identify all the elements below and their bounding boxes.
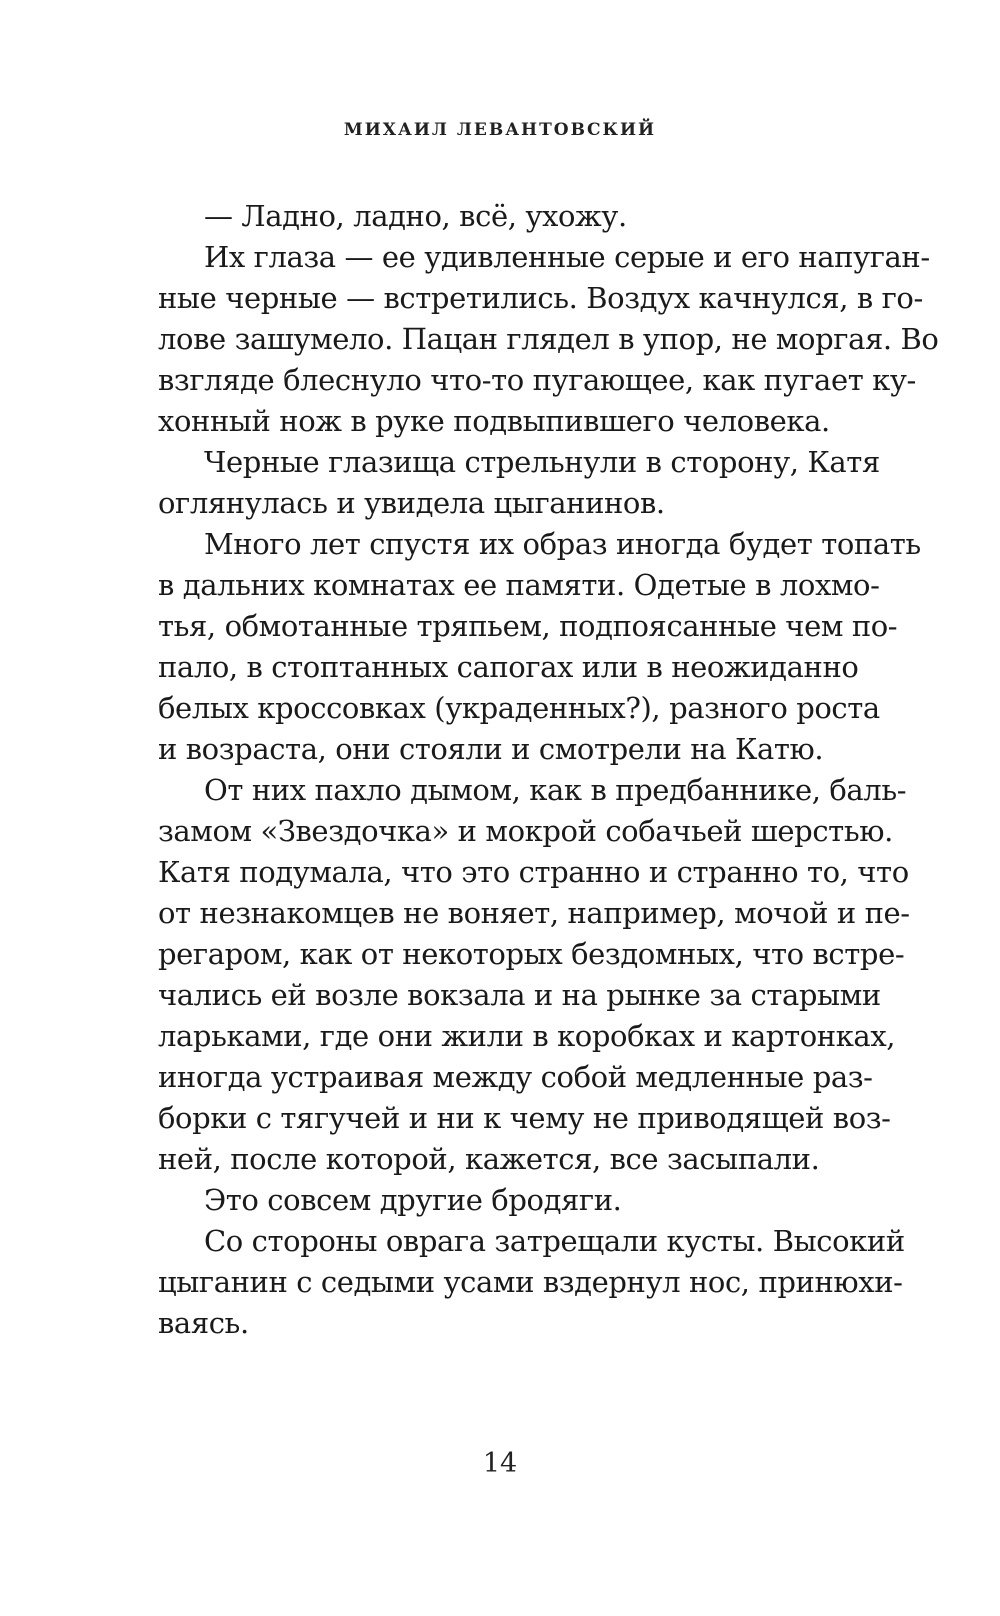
text-line: Катя подумала, что это странно и странно то, что: [158, 855, 909, 889]
text-line: чались ей возле вокзала и на рынке за старыми: [158, 978, 881, 1012]
text-line: и возраста, они стояли и смотрели на Катю.: [158, 732, 824, 766]
text-line: цыганин с седыми усами вздернул нос, принюхи-: [158, 1265, 903, 1299]
text-line: — Ладно, ладно, всё, ухожу.: [204, 199, 627, 233]
text-line: оглянулась и увидела цыганинов.: [158, 486, 665, 520]
text-line: Их глаза — ее удивленные серые и его напуган-: [204, 240, 930, 274]
text-line: от незнакомцев не воняет, например, мочой и пе-: [158, 896, 910, 930]
text-line: лове зашумело. Пацан глядел в упор, не моргая. Во: [158, 322, 939, 356]
body-text: [158, 196, 939, 1344]
text-line: взгляде блеснуло что-то пугающее, как пугает ку-: [158, 363, 916, 397]
text-line: регаром, как от некоторых бездомных, что встре-: [158, 937, 905, 971]
text-line: пало, в стоптанных сапогах или в неожиданно: [158, 650, 859, 684]
text-line: борки с тягучей и ни к чему не приводящей воз-: [158, 1101, 891, 1135]
text-line: замом «Звездочка» и мокрой собачьей шерстью.: [158, 814, 893, 848]
text-line: Это совсем другие бродяги.: [204, 1183, 622, 1217]
text-line: От них пахло дымом, как в предбаннике, баль-: [204, 773, 907, 807]
text-line: иногда устраивая между собой медленные раз-: [158, 1060, 873, 1094]
text-line: Много лет спустя их образ иногда будет топать: [204, 527, 921, 561]
text-line: ней, после которой, кажется, все засыпали.: [158, 1142, 820, 1176]
text-line: в дальних комнатах ее памяти. Одетые в лохмо-: [158, 568, 880, 602]
page-number: 14: [482, 1448, 518, 1479]
running-head: МИХАИЛ ЛЕВАНТОВСКИЙ: [343, 120, 657, 140]
text-line: ные черные — встретились. Воздух качнулся, в го-: [158, 281, 923, 315]
text-line: тья, обмотанные тряпьем, подпоясанные чем по-: [158, 609, 898, 643]
text-line: ваясь.: [158, 1306, 249, 1340]
text-line: Черные глазища стрельнули в сторону, Катя: [204, 445, 880, 479]
text-line: Со стороны оврага затрещали кусты. Высокий: [204, 1224, 905, 1258]
text-line: хонный нож в руке подвыпившего человека.: [158, 404, 830, 438]
text-line: ларьками, где они жили в коробках и картонках,: [158, 1019, 896, 1053]
text-line: белых кроссовках (украденных?), разного роста: [158, 691, 880, 725]
